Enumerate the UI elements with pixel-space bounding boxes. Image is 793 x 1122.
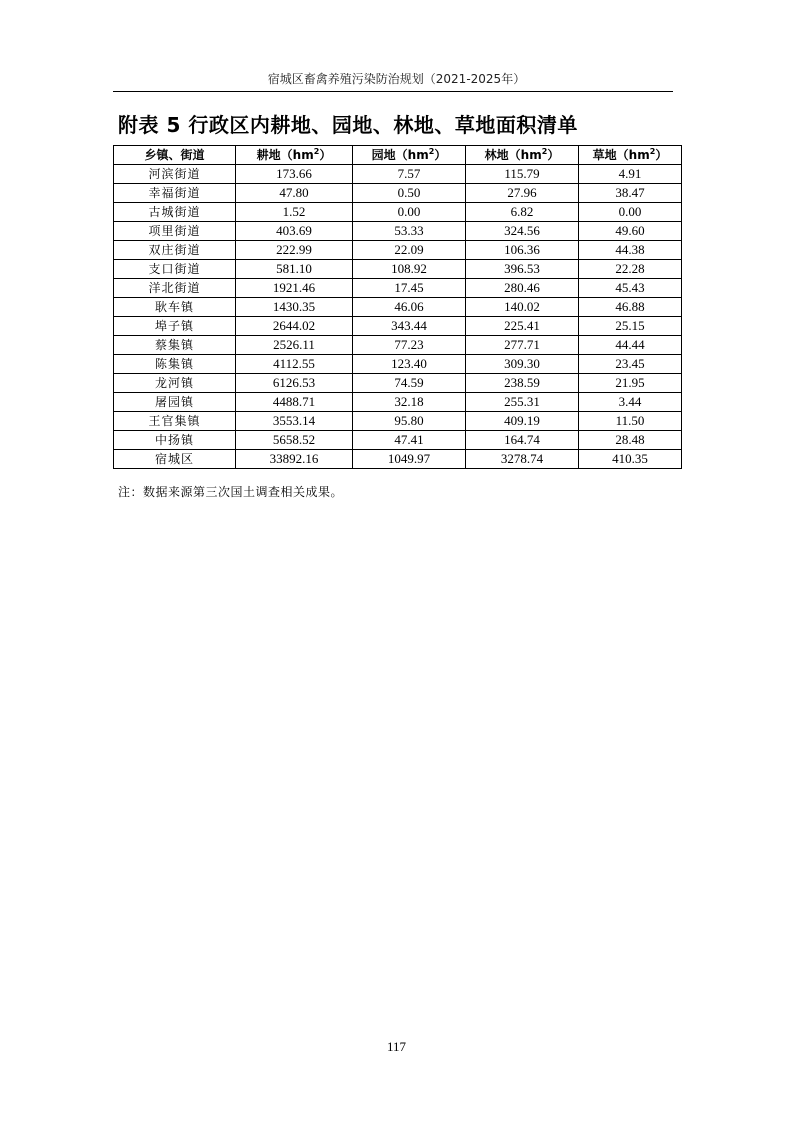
row-town-name: 耿车镇 xyxy=(114,298,236,317)
table-row xyxy=(114,374,682,393)
row-value-cell: 38.47 xyxy=(579,184,682,203)
header-cell-town: 乡镇、街道 xyxy=(114,146,236,165)
row-value-cell: 6126.53 xyxy=(236,374,353,393)
row-town-name: 双庄街道 xyxy=(114,241,236,260)
row-value-cell: 6.82 xyxy=(466,203,579,222)
row-value-cell: 115.79 xyxy=(466,165,579,184)
row-town-name: 龙河镇 xyxy=(114,374,236,393)
row-town-name: 陈集镇 xyxy=(114,355,236,374)
table-row xyxy=(114,203,682,222)
row-value-cell: 5658.52 xyxy=(236,431,353,450)
table-row xyxy=(114,165,682,184)
row-value-cell: 343.44 xyxy=(353,317,466,336)
row-value-cell: 23.45 xyxy=(579,355,682,374)
row-value-cell: 410.35 xyxy=(579,450,682,469)
row-value-cell: 238.59 xyxy=(466,374,579,393)
row-town-name: 中扬镇 xyxy=(114,431,236,450)
row-value-cell: 74.59 xyxy=(353,374,466,393)
table-body xyxy=(114,165,682,469)
row-value-cell: 0.00 xyxy=(579,203,682,222)
row-value-cell: 0.50 xyxy=(353,184,466,203)
source-note: 注：数据来源第三次国土调查相关成果。 xyxy=(118,485,344,499)
row-value-cell: 324.56 xyxy=(466,222,579,241)
row-value-cell: 45.43 xyxy=(579,279,682,298)
row-value-cell: 106.36 xyxy=(466,241,579,260)
row-value-cell: 581.10 xyxy=(236,260,353,279)
row-value-cell: 22.09 xyxy=(353,241,466,260)
row-value-cell: 7.57 xyxy=(353,165,466,184)
row-value-cell: 4.91 xyxy=(579,165,682,184)
row-value-cell: 309.30 xyxy=(466,355,579,374)
row-value-cell: 1049.97 xyxy=(353,450,466,469)
row-value-cell: 173.66 xyxy=(236,165,353,184)
row-value-cell: 49.60 xyxy=(579,222,682,241)
row-value-cell: 46.88 xyxy=(579,298,682,317)
row-value-cell: 2526.11 xyxy=(236,336,353,355)
header-cell-forest: 林地$(hm^2)$ xyxy=(466,146,579,165)
table-row xyxy=(114,355,682,374)
row-town-name: 幸福街道 xyxy=(114,184,236,203)
page-number: 117 xyxy=(386,1039,407,1054)
row-value-cell: 403.69 xyxy=(236,222,353,241)
row-value-cell: 3553.14 xyxy=(236,412,353,431)
row-value-cell: 222.99 xyxy=(236,241,353,260)
table-row xyxy=(114,336,682,355)
row-town-name: 洋北街道 xyxy=(114,279,236,298)
table-header-row xyxy=(114,146,682,165)
row-value-cell: 44.44 xyxy=(579,336,682,355)
header-cell-cropland: 耕地$(hm^2)$ xyxy=(236,146,353,165)
row-value-cell: 33892.16 xyxy=(236,450,353,469)
row-value-cell: 11.50 xyxy=(579,412,682,431)
row-value-cell: 21.95 xyxy=(579,374,682,393)
row-value-cell: 108.92 xyxy=(353,260,466,279)
row-value-cell: 47.80 xyxy=(236,184,353,203)
row-town-name: 屠园镇 xyxy=(114,393,236,412)
area-table xyxy=(113,145,682,469)
row-value-cell: 77.23 xyxy=(353,336,466,355)
row-value-cell: 225.41 xyxy=(466,317,579,336)
table-row xyxy=(114,184,682,203)
row-town-name: 支口街道 xyxy=(114,260,236,279)
row-value-cell: 46.06 xyxy=(353,298,466,317)
row-value-cell: 1430.35 xyxy=(236,298,353,317)
row-value-cell: 3278.74 xyxy=(466,450,579,469)
row-value-cell: 1921.46 xyxy=(236,279,353,298)
row-value-cell: 140.02 xyxy=(466,298,579,317)
row-value-cell: 280.46 xyxy=(466,279,579,298)
row-value-cell: 4488.71 xyxy=(236,393,353,412)
row-value-cell: 255.31 xyxy=(466,393,579,412)
row-value-cell: 17.45 xyxy=(353,279,466,298)
row-town-name: 古城街道 xyxy=(114,203,236,222)
table-row xyxy=(114,260,682,279)
table-row xyxy=(114,450,682,469)
row-value-cell: 409.19 xyxy=(466,412,579,431)
header-divider xyxy=(113,91,673,92)
row-town-name: 蔡集镇 xyxy=(114,336,236,355)
row-value-cell: 32.18 xyxy=(353,393,466,412)
row-town-name: 项里街道 xyxy=(114,222,236,241)
row-value-cell: 27.96 xyxy=(466,184,579,203)
table-row xyxy=(114,317,682,336)
table-row xyxy=(114,412,682,431)
header-cell-garden: 园地$(hm^2)$ xyxy=(353,146,466,165)
row-value-cell: 4112.55 xyxy=(236,355,353,374)
row-value-cell: 1.52 xyxy=(236,203,353,222)
table-row xyxy=(114,431,682,450)
header-cell-grassland: 草地$(hm^2)$ xyxy=(579,146,682,165)
table-row xyxy=(114,298,682,317)
row-value-cell: 44.38 xyxy=(579,241,682,260)
row-town-name: 埠子镇 xyxy=(114,317,236,336)
row-value-cell: 95.80 xyxy=(353,412,466,431)
table-row xyxy=(114,241,682,260)
row-value-cell: 25.15 xyxy=(579,317,682,336)
row-value-cell: 123.40 xyxy=(353,355,466,374)
row-value-cell: 47.41 xyxy=(353,431,466,450)
row-value-cell: 2644.02 xyxy=(236,317,353,336)
row-value-cell: 53.33 xyxy=(353,222,466,241)
row-value-cell: 396.53 xyxy=(466,260,579,279)
row-value-cell: 277.71 xyxy=(466,336,579,355)
row-town-name: 河滨街道 xyxy=(114,165,236,184)
table-row xyxy=(114,393,682,412)
row-value-cell: 28.48 xyxy=(579,431,682,450)
row-value-cell: 0.00 xyxy=(353,203,466,222)
row-value-cell: 3.44 xyxy=(579,393,682,412)
table-row xyxy=(114,222,682,241)
running-header: 宿城区畜禽养殖污染防治规划（2021-2025年） xyxy=(267,72,526,86)
row-value-cell: 22.28 xyxy=(579,260,682,279)
row-town-name: 宿城区 xyxy=(114,450,236,469)
row-town-name: 王官集镇 xyxy=(114,412,236,431)
row-value-cell: 164.74 xyxy=(466,431,579,450)
table-row xyxy=(114,279,682,298)
table-title: 附表 5 行政区内耕地、园地、林地、草地面积清单 xyxy=(118,113,578,137)
